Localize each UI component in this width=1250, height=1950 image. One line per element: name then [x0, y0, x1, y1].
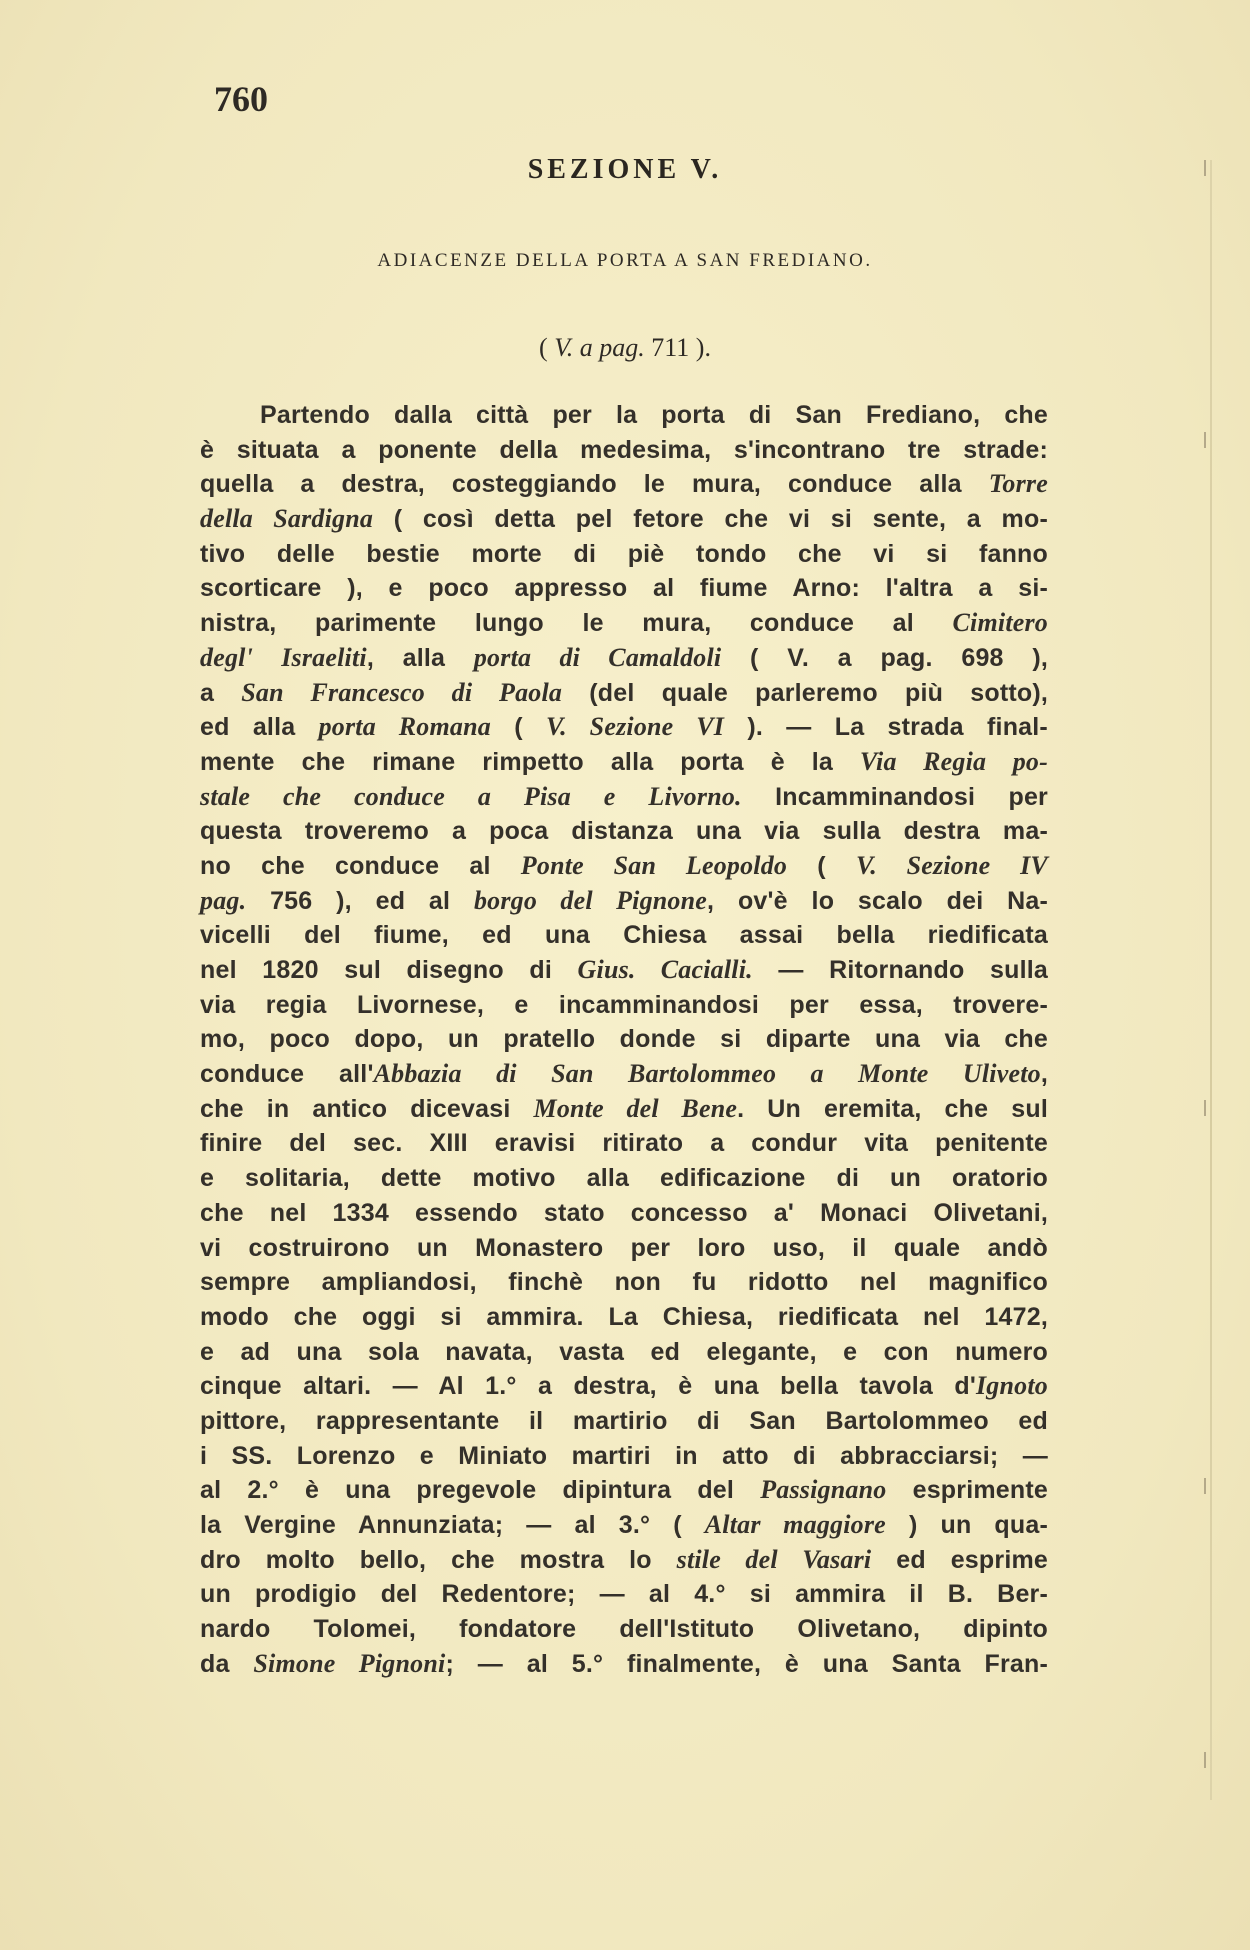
text-segment: i SS. Lorenzo e Miniato martiri in atto di abbracciarsi; — — [200, 1441, 1048, 1470]
text-segment: Incamminandosi per — [741, 782, 1048, 811]
text-segment: al 2.° è una pregevole dipintura del — [200, 1476, 761, 1505]
text-segment: finire del sec. XIII eravisi ritirato a condur vita penitente — [200, 1129, 1048, 1158]
text-segment: un prodigio del Redentore; — al 4.° si ammira il B. Ber- — [200, 1580, 1048, 1609]
text-segment: Partendo dalla città per la porta di San Frediano, che — [260, 401, 1048, 429]
text-segment: che in antico dicevasi — [200, 1094, 534, 1123]
italic-segment: Monte del Bene — [533, 1093, 738, 1123]
text-segment: , alla — [366, 643, 474, 672]
page-reference — [0, 333, 1250, 363]
italic-segment: San Francesco di Paola — [241, 677, 563, 707]
text-line — [200, 1057, 1048, 1092]
italic-segment: della Sardigna — [200, 504, 374, 534]
text-line — [200, 1369, 1048, 1404]
text-segment: ( — [787, 851, 857, 880]
text-segment: mente che rimane rimpetto alla porta è la — [200, 747, 860, 776]
italic-segment: Gius. Cacialli. — [577, 955, 753, 984]
text-line — [200, 1196, 1048, 1231]
text-line — [200, 1231, 1048, 1266]
text-line — [200, 641, 1048, 676]
text-line — [200, 1022, 1048, 1057]
text-segment: pittore, rappresentante il martirio di San Bartolommeo ed — [200, 1406, 1048, 1435]
text-segment: ( — [490, 713, 546, 742]
margin-fold-line — [1210, 160, 1212, 1800]
italic-segment: Abbazia di San Bartolommeo a Monte Uliveto — [373, 1059, 1041, 1089]
italic-segment: stile del Vasari — [676, 1544, 872, 1574]
ref-open: ( — [539, 333, 555, 362]
text-line — [200, 884, 1048, 919]
text-line — [200, 1092, 1048, 1127]
text-segment: ( così detta pel fetore che vi si sente, a mo- — [373, 505, 1048, 534]
text-line — [200, 780, 1048, 815]
italic-segment: Simone Pignoni — [253, 1648, 446, 1678]
text-line — [200, 1126, 1048, 1161]
text-line — [200, 953, 1048, 988]
text-line — [200, 814, 1048, 849]
italic-segment: degl' Israeliti — [200, 642, 367, 672]
italic-segment: porta Romana — [318, 712, 491, 742]
text-segment: ; — al 5.° finalmente, è una Santa Fran- — [445, 1649, 1048, 1678]
text-line — [200, 433, 1048, 468]
section-subtitle: ADIACENZE DELLA PORTA A SAN FREDIANO. — [377, 250, 873, 271]
text-line — [200, 398, 1048, 433]
text-segment: modo che oggi si ammira. La Chiesa, riedificata nel 1472, — [200, 1302, 1048, 1331]
text-segment: ) un qua- — [885, 1511, 1048, 1539]
text-segment: nardo Tolomei, fondatore dell'Istituto Olivetano, dipinto — [200, 1615, 1048, 1644]
italic-segment: Ponte San Leopoldo — [520, 850, 788, 880]
text-line — [200, 745, 1048, 780]
text-line — [200, 1439, 1048, 1474]
italic-segment: Via Regia po- — [859, 746, 1048, 776]
ref-rest: 711 ). — [644, 333, 711, 362]
margin-mark — [1204, 432, 1216, 448]
text-segment: mo, poco dopo, un pratello donde si diparte una via che — [200, 1025, 1048, 1054]
text-segment: che nel 1334 essendo stato concesso a' Monaci Olivetani, — [200, 1198, 1048, 1227]
text-line — [200, 1161, 1048, 1196]
text-line — [200, 1543, 1048, 1578]
text-segment: dro molto bello, che mostra lo — [200, 1545, 677, 1574]
ref-italic: V. a pag. — [554, 333, 645, 362]
text-segment: sempre ampliandosi, finchè non fu ridotto nel magnifico — [200, 1268, 1048, 1297]
text-segment: questa troveremo a poca distanza una via sulla destra ma- — [200, 817, 1048, 846]
text-segment: e solitaria, dette motivo alla edificazione di un oratorio — [200, 1164, 1048, 1193]
text-segment: , ov'è lo scalo dei Na- — [707, 886, 1048, 915]
italic-segment: Torre — [988, 469, 1048, 499]
text-segment: a — [200, 678, 242, 707]
italic-segment: Ignoto — [975, 1371, 1048, 1401]
text-segment: ). — La strada final- — [724, 713, 1048, 742]
text-line — [200, 1473, 1048, 1508]
page-number: 760 — [214, 79, 268, 119]
text-line — [200, 849, 1048, 884]
text-segment: esprimente — [886, 1476, 1048, 1505]
text-line — [200, 1335, 1048, 1370]
section-title: SEZIONE V. — [527, 154, 723, 185]
text-segment: ed esprime — [871, 1545, 1048, 1574]
text-line — [200, 1300, 1048, 1335]
text-segment: quella a destra, costeggiando le mura, conduce alla — [200, 470, 989, 499]
text-segment: ( V. a pag. 698 ), — [721, 643, 1049, 672]
text-segment: cinque altari. — Al 1.° a destra, è una bella tavola d' — [200, 1372, 976, 1401]
text-line — [200, 502, 1048, 537]
text-line — [200, 676, 1048, 711]
text-segment: nel 1820 sul disegno di — [200, 956, 578, 984]
italic-segment: pag. — [200, 885, 247, 915]
text-line — [200, 710, 1048, 745]
text-line — [200, 1612, 1048, 1647]
text-line — [200, 467, 1048, 502]
italic-segment: borgo del Pignone — [473, 885, 708, 915]
margin-mark — [1204, 1100, 1216, 1116]
text-segment: . Un eremita, che sul — [737, 1094, 1048, 1123]
italic-segment: V. Sezione VI — [545, 712, 725, 742]
text-segment: vi costruirono un Monastero per loro uso, il quale andò — [200, 1233, 1048, 1262]
text-line — [200, 571, 1048, 606]
text-line — [200, 1265, 1048, 1300]
text-segment: e ad una sola navata, vasta ed elegante, e con numero — [200, 1337, 1048, 1366]
text-line — [200, 988, 1048, 1023]
text-segment: da — [200, 1649, 254, 1678]
text-segment: vicelli del fiume, ed una Chiesa assai bella riedificata — [200, 921, 1048, 950]
italic-segment: V. Sezione IV — [856, 850, 1048, 880]
text-line — [200, 606, 1048, 641]
italic-segment: Altar maggiore — [704, 1510, 886, 1539]
text-line — [200, 1404, 1048, 1439]
text-line — [200, 918, 1048, 953]
text-segment: è situata a ponente della medesima, s'incontrano tre strade: — [200, 435, 1048, 464]
text-segment: (del quale parleremo più sotto), — [562, 678, 1049, 707]
text-segment: 756 ), ed al — [246, 886, 474, 915]
text-segment: no che conduce al — [200, 851, 521, 880]
text-segment: conduce all' — [200, 1060, 374, 1089]
body-text — [200, 398, 1048, 1681]
text-segment: via regia Livornese, e incamminandosi per essa, trovere- — [200, 990, 1048, 1019]
text-segment: , — [1040, 1060, 1048, 1089]
margin-mark — [1204, 1478, 1216, 1494]
italic-segment: Passignano — [760, 1475, 887, 1505]
text-line — [200, 1577, 1048, 1612]
text-segment: tivo delle bestie morte di piè tondo che vi si fanno — [200, 539, 1048, 568]
italic-segment: Cimitero — [952, 608, 1048, 638]
text-line — [200, 1647, 1048, 1682]
text-segment: la Vergine Annunziata; — al 3.° ( — [200, 1511, 705, 1539]
text-segment: nistra, parimente lungo le mura, conduce al — [200, 609, 953, 638]
text-segment: — Ritornando sulla — [752, 956, 1049, 984]
text-segment: ed alla — [200, 713, 319, 742]
text-segment: scorticare ), e poco appresso al fiume Arno: l'altra a si- — [200, 574, 1048, 603]
text-line — [200, 1508, 1048, 1543]
italic-segment: stale che conduce a Pisa e Livorno. — [200, 781, 742, 811]
italic-segment: porta di Camaldoli — [473, 642, 722, 672]
margin-mark — [1204, 1752, 1216, 1768]
text-line — [200, 537, 1048, 572]
